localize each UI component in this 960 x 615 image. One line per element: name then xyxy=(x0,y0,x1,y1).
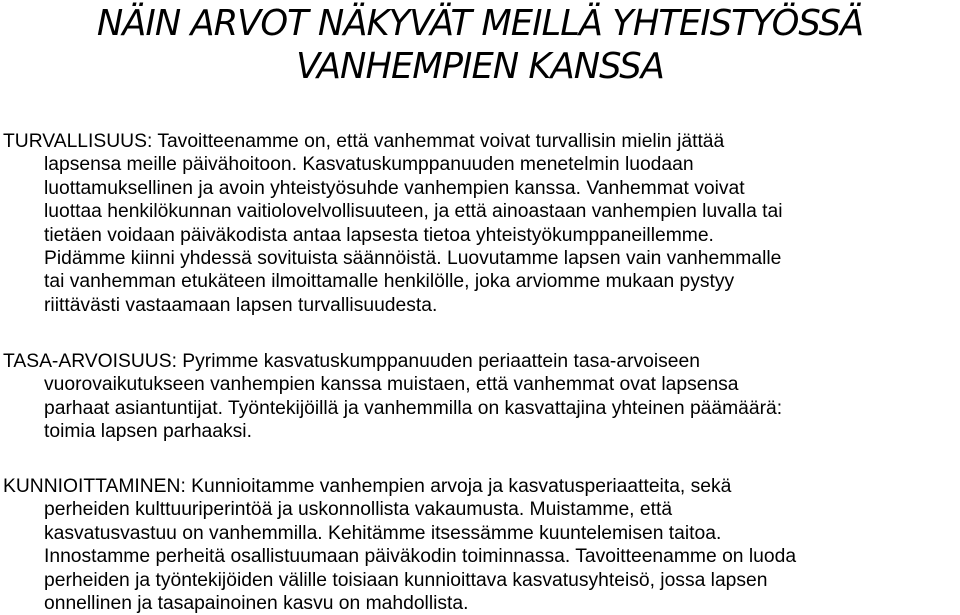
page-title xyxy=(10,2,951,88)
section-text-line: kasvatusvastuu on vanhemmilla. Kehitämme itsessämme kuuntelemisen taitoa. xyxy=(44,522,722,544)
page-title-line-2: VANHEMPIEN KANSSA xyxy=(296,46,664,87)
section-first-line xyxy=(3,130,958,153)
section-tasa-arvoisuus xyxy=(3,350,958,444)
section-first-line xyxy=(3,475,958,498)
page-title-line-1: NÄIN ARVOT NÄKYVÄT MEILLÄ YHTEISTYÖSSÄ xyxy=(96,3,864,44)
section-keyword: TURVALLISUUS: xyxy=(3,131,153,152)
section-text-line: Pidämme kiinni yhdessä sovituista säännöistä. Luovutamme lapsen vain vanhemmalle xyxy=(44,248,782,270)
section-text-line: riittävästi vastaamaan lapsen turvallisuudesta. xyxy=(44,294,438,316)
section-text-line: Kunnioitamme vanhempien arvoja ja kasvatusperiaatteita, sekä xyxy=(185,476,732,497)
section-keyword: TASA-ARVOISUUS: xyxy=(3,351,177,372)
section-text-line: toimia lapsen parhaaksi. xyxy=(44,421,252,443)
section-keyword: KUNNIOITTAMINEN: xyxy=(3,476,186,497)
section-turvallisuus xyxy=(3,130,958,317)
section-text-line: Innostamme perheitä osallistuumaan päiväkodin toiminnassa. Tavoitteenamme on luoda xyxy=(44,546,797,568)
section-text-line: lapsensa meille päivähoitoon. Kasvatuskumppanuuden menetelmin luodaan xyxy=(44,154,694,176)
section-text-line: tai vanhemman etukäteen ilmoittamalle henkilölle, joka arviomme mukaan pystyy xyxy=(44,271,735,293)
section-kunnioittaminen xyxy=(3,475,958,615)
section-text-line: tietäen voidaan päiväkodista antaa lapsesta tietoa yhteistyökumppaneillemme. xyxy=(44,224,714,246)
section-text-line: luottaa henkilökunnan vaitiolovelvollisuuteen, ja että ainoastaan vanhempien luvalla tai xyxy=(44,201,783,223)
section-first-line xyxy=(3,350,958,373)
section-text-line: onnellinen ja tasapainoinen kasvu on mahdollista. xyxy=(44,593,469,615)
section-text-line: Pyrimme kasvatuskumppanuuden periaattein tasa-arvoiseen xyxy=(176,351,700,372)
section-text-line: Tavoitteenamme on, että vanhemmat voivat turvallisin mielin jättää xyxy=(152,131,725,152)
section-text-line: luottamuksellinen ja avoin yhteistyösuhde vanhempien kanssa. Vanhemmat voivat xyxy=(44,177,745,199)
section-text-line: perheiden kulttuuriperintöä ja uskonnollista vakaumusta. Muistamme, että xyxy=(44,499,673,521)
section-text-line: vuorovaikutukseen vanhempien kanssa muistaen, että vanhemmat ovat lapsensa xyxy=(44,374,739,396)
section-text-line: perheiden ja työntekijöiden välille toisiaan kunnioittava kasvatusyhteisö, jossa lapsen xyxy=(44,569,768,591)
section-text-line: parhaat asiantuntijat. Työntekijöillä ja vanhemmilla on kasvattajina yhteinen päämäärä: xyxy=(44,397,783,419)
